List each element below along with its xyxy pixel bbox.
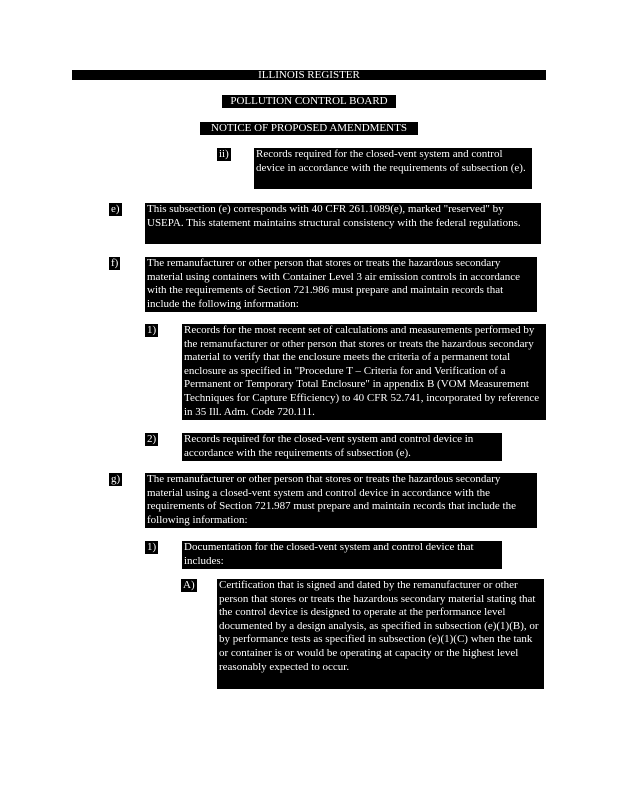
item-label: A) — [183, 579, 195, 591]
item-text: The remanufacturer or other person that stores or treats the hazardous secondary material using a closed-vent system and control device in accordance with the requirements of Section 721.987 must prepare and maintain records that include the following information: — [145, 473, 537, 528]
item-text: Certification that is signed and dated by the remanufacturer or other person that stores or treats the hazardous secondary material stating that the control device is designed to operate at the performance level documented by a design analysis, as specified in subsection (e)(1)(B), or by performance tests as specified in subsection (e)(1)(C) when the tank or container is or would be operating at capacity or the highest level reasonably expected to occur. — [217, 579, 544, 689]
notice-title: NOTICE OF PROPOSED AMENDMENTS — [200, 122, 418, 135]
item-text: Documentation for the closed-vent system and control device that includes: — [182, 541, 502, 569]
item-text: Records required for the closed-vent system and control device in accordance with the requirements of subsection (e). — [182, 433, 502, 461]
item-label: e) — [111, 203, 120, 215]
register-title: ILLINOIS REGISTER — [72, 70, 546, 80]
item-label: 2) — [147, 433, 157, 445]
item-text: Records for the most recent set of calculations and measurements performed by the remanufacturer or other person that stores or treats the hazardous secondary material to verify that the enclosure meets the criteria of a permanent total enclosure as specified in "Procedure T – Criteria for and Verification of a Permanent or Temporary Total Enclosure" in appendix B (VOM Measurement Techniques for Capture Efficiency) to 40 CFR 52.741, incorporated by reference in 35 Ill. Adm. Code 720.111. — [182, 324, 546, 420]
board-title: POLLUTION CONTROL BOARD — [222, 95, 396, 108]
item-label: ii) — [219, 148, 229, 160]
item-label: f) — [111, 257, 119, 269]
item-label: 1) — [147, 541, 157, 553]
item-text: This subsection (e) corresponds with 40 CFR 261.1089(e), marked "reserved" by USEPA. This statement maintains structural consistency with the federal regulations. — [145, 203, 541, 244]
item-text: Records required for the closed-vent system and control device in accordance with the requirements of subsection (e). — [254, 148, 532, 189]
item-label: g) — [111, 473, 121, 485]
item-text: The remanufacturer or other person that stores or treats the hazardous secondary material using containers with Container Level 3 air emission controls in accordance with the requirements of Section 721.986 must prepare and maintain records that include the following information: — [145, 257, 537, 312]
item-label: 1) — [147, 324, 157, 336]
